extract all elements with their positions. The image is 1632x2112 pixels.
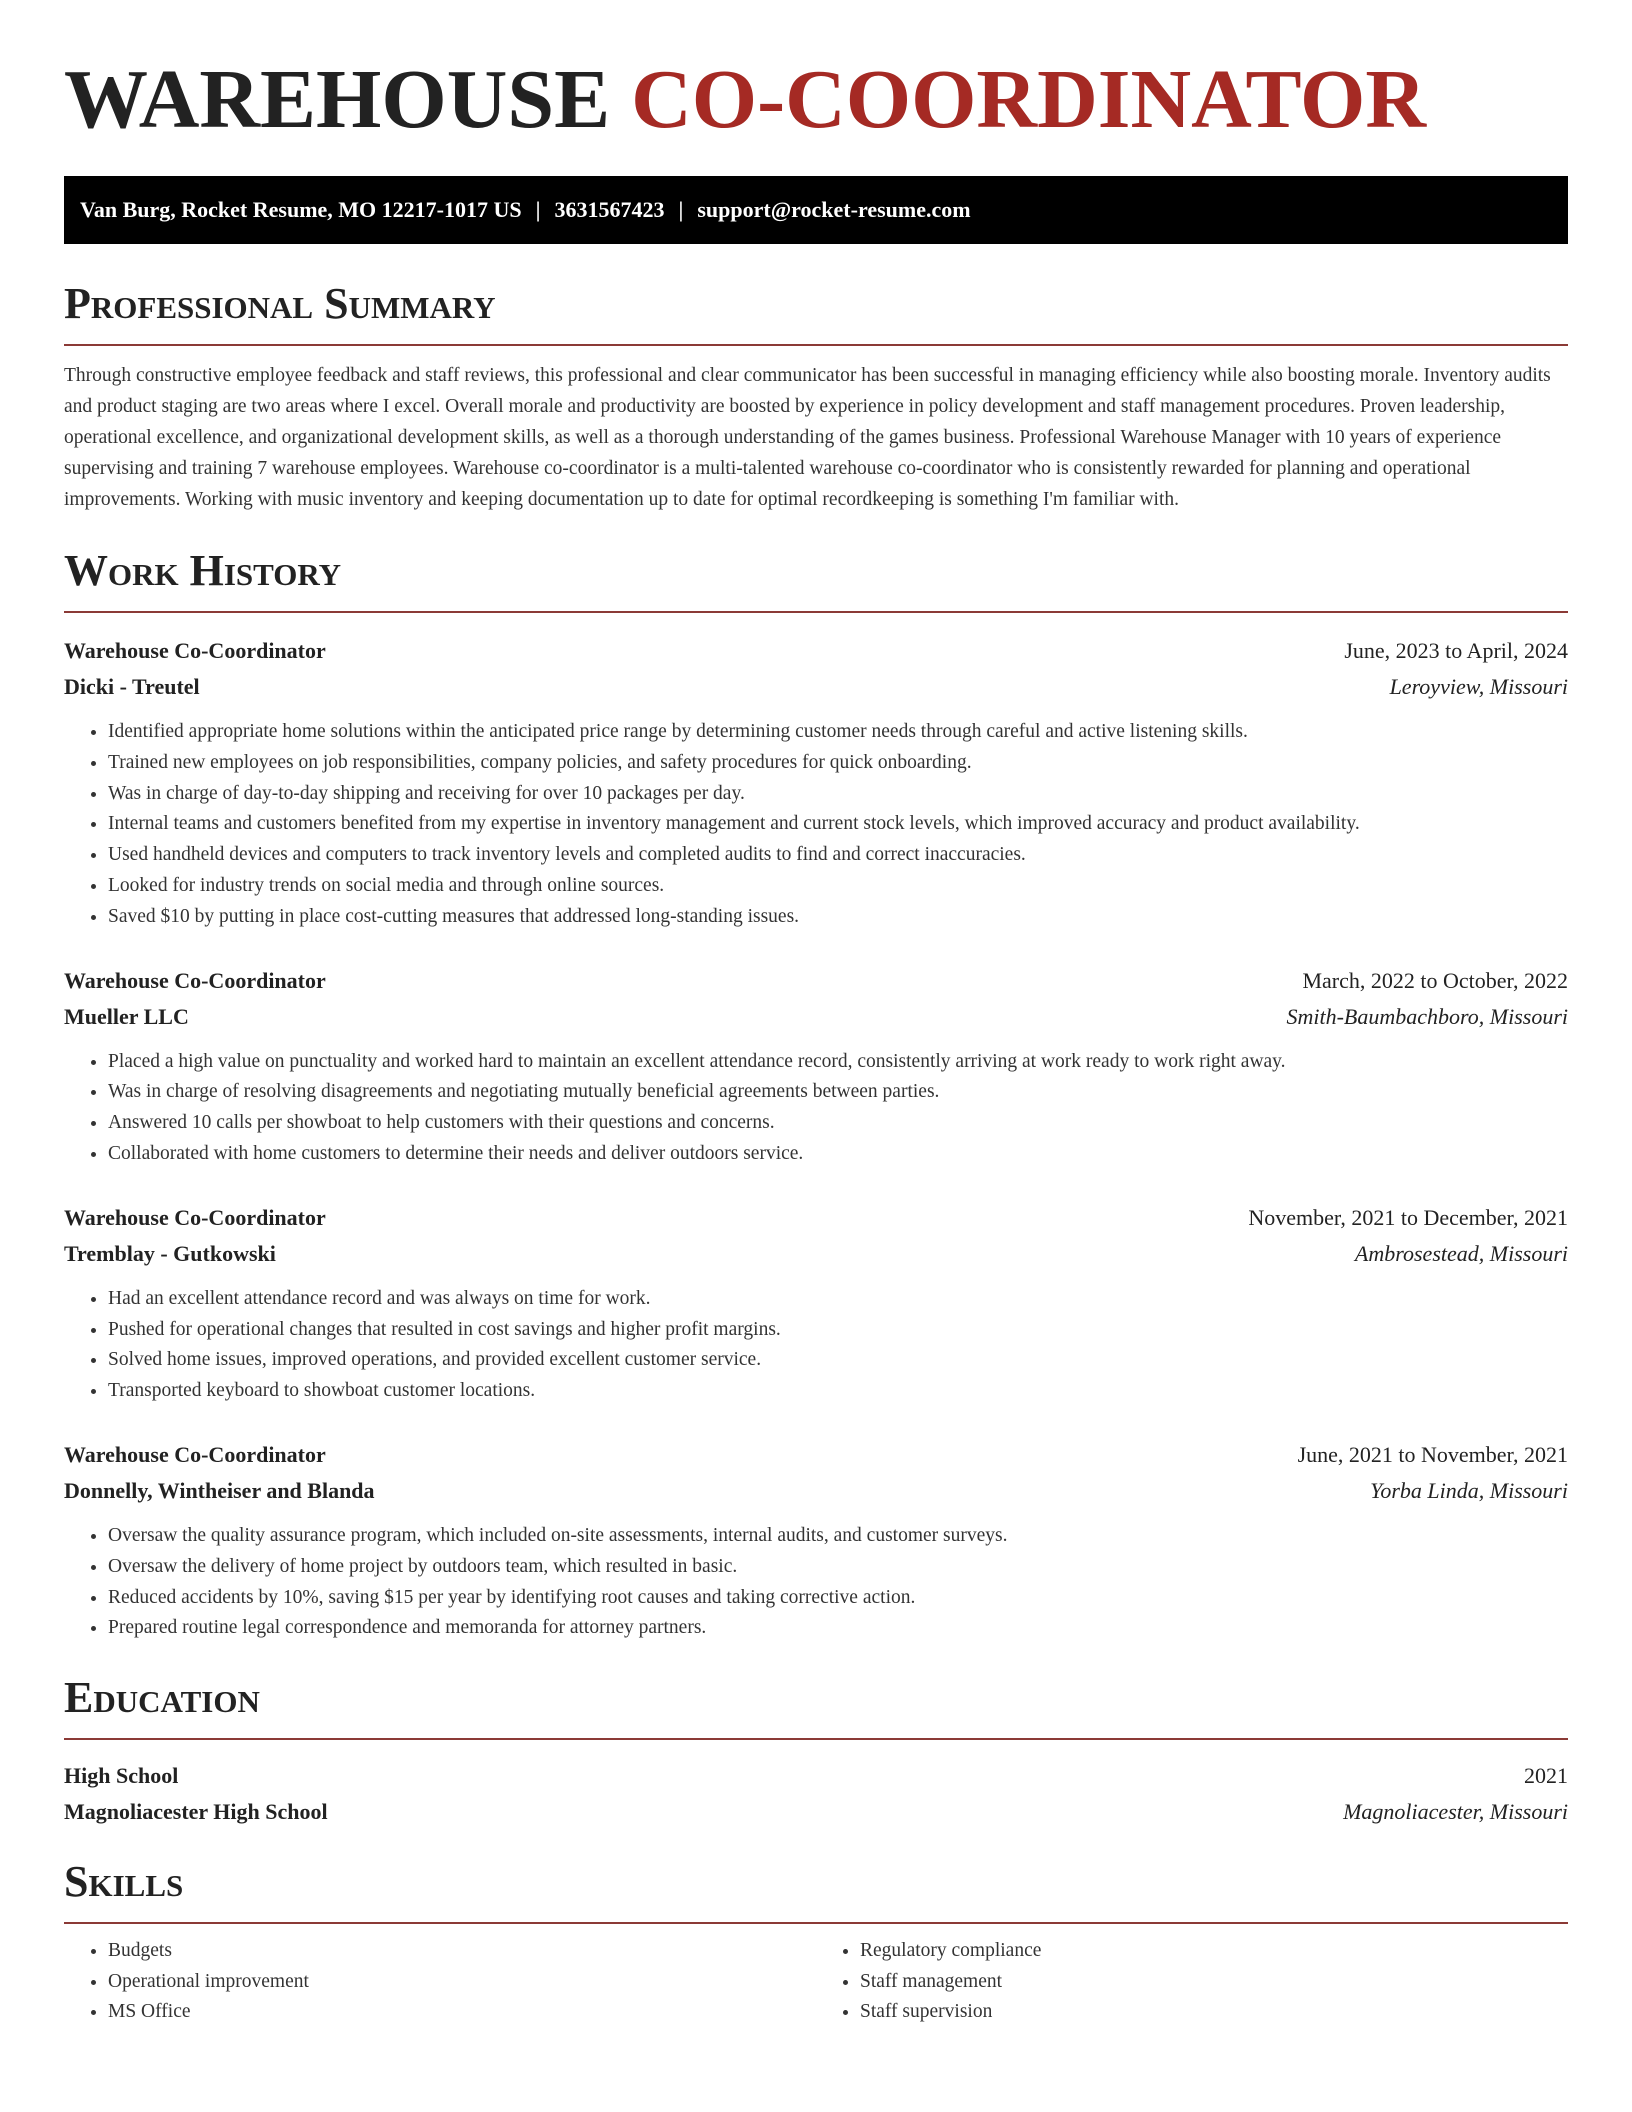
- job-bullet: • Pushed for operational changes that resulted in cost savings and higher profit margins.: [108, 1315, 1568, 1346]
- skill-item: • Staff supervision: [860, 1997, 1568, 2028]
- education-degree: High School: [64, 1763, 179, 1789]
- job-location: Ambrosestead, Missouri: [1354, 1240, 1568, 1266]
- job-bullet: • Trained new employees on job responsibilities, company policies, and safety procedures for quick onboarding.: [108, 748, 1568, 779]
- job-entry: [64, 1437, 1568, 1644]
- summary-section: [64, 278, 1568, 515]
- education-section: [64, 1672, 1568, 1830]
- contact-address: Van Burg, Rocket Resume, MO 12217-1017 US: [80, 197, 522, 222]
- skills-columns: [64, 1936, 1568, 2028]
- job-bullet: • Reduced accidents by 10%, saving $15 per year by identifying root causes and taking corrective action.: [108, 1583, 1568, 1614]
- contact-email[interactable]: support@rocket-resume.com: [697, 197, 971, 222]
- contact-phone: 3631567423: [554, 197, 665, 222]
- job-bullet: • Was in charge of resolving disagreements and negotiating mutually beneficial agreements between parties.: [108, 1077, 1568, 1108]
- job-bullet: • Used handheld devices and computers to track inventory levels and completed audits to find and correct inaccuracies.: [108, 840, 1568, 871]
- job-bullets: [64, 1284, 1568, 1407]
- job-company: Dicki - Treutel: [64, 674, 200, 699]
- job-bullets: [64, 1521, 1568, 1644]
- job-bullet: • Oversaw the quality assurance program, which included on-site assessments, internal audits, and customer surveys.: [108, 1521, 1568, 1552]
- job-title: Warehouse Co-Coordinator: [64, 638, 326, 663]
- job-location: Yorba Linda, Missouri: [1370, 1477, 1568, 1503]
- job-bullets: [64, 717, 1568, 933]
- skill-item: • Staff management: [860, 1967, 1568, 1998]
- job-bullet: • Transported keyboard to showboat customer locations.: [108, 1376, 1568, 1407]
- job-dates: June, 2021 to November, 2021: [1297, 1441, 1568, 1467]
- job-location: Leroyview, Missouri: [1389, 674, 1568, 699]
- section-divider: [64, 611, 1568, 613]
- job-company: Mueller LLC: [64, 1003, 189, 1029]
- job-bullet: • Was in charge of day-to-day shipping and receiving for over 10 packages per day.: [108, 779, 1568, 810]
- skills-heading: Skills: [64, 1857, 184, 1907]
- job-dates: June, 2023 to April, 2024: [1344, 638, 1568, 663]
- job-title: Warehouse Co-Coordinator: [64, 967, 326, 993]
- skill-item: • Budgets: [108, 1936, 816, 1967]
- resume-title: [64, 52, 1568, 148]
- job-dates: March, 2022 to October, 2022: [1302, 967, 1568, 993]
- section-divider: [64, 1922, 1568, 1924]
- job-bullet: • Saved $10 by putting in place cost-cutting measures that addressed long-standing issues.: [108, 902, 1568, 933]
- job-bullet: • Solved home issues, improved operations, and provided excellent customer service.: [108, 1345, 1568, 1376]
- job-bullet: • Answered 10 calls per showboat to help customers with their questions and concerns.: [108, 1108, 1568, 1139]
- job-dates: November, 2021 to December, 2021: [1248, 1204, 1568, 1230]
- skills-list-left: [64, 1936, 816, 2028]
- section-divider: [64, 344, 1568, 346]
- skills-section: [64, 1856, 1568, 2028]
- contact-separator: |: [535, 197, 541, 222]
- education-entry: [64, 1758, 1568, 1830]
- job-bullet: • Identified appropriate home solutions within the anticipated price range by determining customer needs through careful and active listening skills.: [108, 717, 1568, 748]
- job-title: Warehouse Co-Coordinator: [64, 1204, 326, 1230]
- job-bullet: • Had an excellent attendance record and was always on time for work.: [108, 1284, 1568, 1315]
- job-title: Warehouse Co-Coordinator: [64, 1441, 326, 1467]
- education-year: 2021: [1524, 1763, 1568, 1789]
- contact-bar: [64, 176, 1568, 244]
- job-location: Smith-Baumbachboro, Missouri: [1286, 1003, 1568, 1029]
- job-entry: [64, 1200, 1568, 1407]
- education-location: Magnoliacester, Missouri: [1343, 1799, 1568, 1825]
- work-history-heading: Work History: [64, 546, 342, 595]
- job-bullet: • Prepared routine legal correspondence and memoranda for attorney partners.: [108, 1613, 1568, 1644]
- job-bullet: • Oversaw the delivery of home project by outdoors team, which resulted in basic.: [108, 1552, 1568, 1583]
- job-bullet: • Looked for industry trends on social media and through online sources.: [108, 871, 1568, 902]
- job-entry: [64, 963, 1568, 1170]
- education-school: Magnoliacester High School: [64, 1799, 328, 1825]
- education-heading: Education: [64, 1673, 260, 1723]
- skills-list-right: [816, 1936, 1568, 2028]
- title-second-word: CO-COORDINATOR: [631, 53, 1427, 146]
- summary-text: Through constructive employee feedback and staff reviews, this professional and clear communicator has been successful in managing efficiency while also boosting morale. Inventory audits and product staging are two areas where I excel. Overall morale and productivity are boosted by experience in policy development and staff management procedures. Proven leadership, operational excellence, and organizational development skills, as well as a thorough understanding of the games business. Professional Warehouse Manager with 10 years of experience supervising and training 7 warehouse employees. Warehouse co-coordinator is a multi-talented warehouse co-coordinator who is consistently rewarded for planning and operational improvements. Working with music inventory and keeping documentation up to date for optimal recordkeeping is something I'm familiar with.: [64, 365, 1551, 510]
- job-bullet: • Collaborated with home customers to determine their needs and deliver outdoors service.: [108, 1139, 1568, 1170]
- job-bullet: • Internal teams and customers benefited from my expertise in inventory management and current stock levels, which improved accuracy and product availability.: [108, 809, 1568, 840]
- summary-heading: Professional Summary: [64, 279, 496, 328]
- job-company: Donnelly, Wintheiser and Blanda: [64, 1477, 375, 1503]
- job-entry: [64, 633, 1568, 933]
- job-bullet: • Placed a high value on punctuality and worked hard to maintain an excellent attendance record, consistently arriving at work ready to work right away.: [108, 1047, 1568, 1078]
- skill-item: • Operational improvement: [108, 1967, 816, 1998]
- skill-item: • Regulatory compliance: [860, 1936, 1568, 1967]
- contact-separator: |: [678, 197, 684, 222]
- work-history-section: [64, 545, 1568, 1644]
- job-bullets: [64, 1047, 1568, 1170]
- job-company: Tremblay - Gutkowski: [64, 1240, 276, 1266]
- skill-item: • MS Office: [108, 1997, 816, 2028]
- section-divider: [64, 1738, 1568, 1740]
- title-first-word: WAREHOUSE: [64, 53, 611, 146]
